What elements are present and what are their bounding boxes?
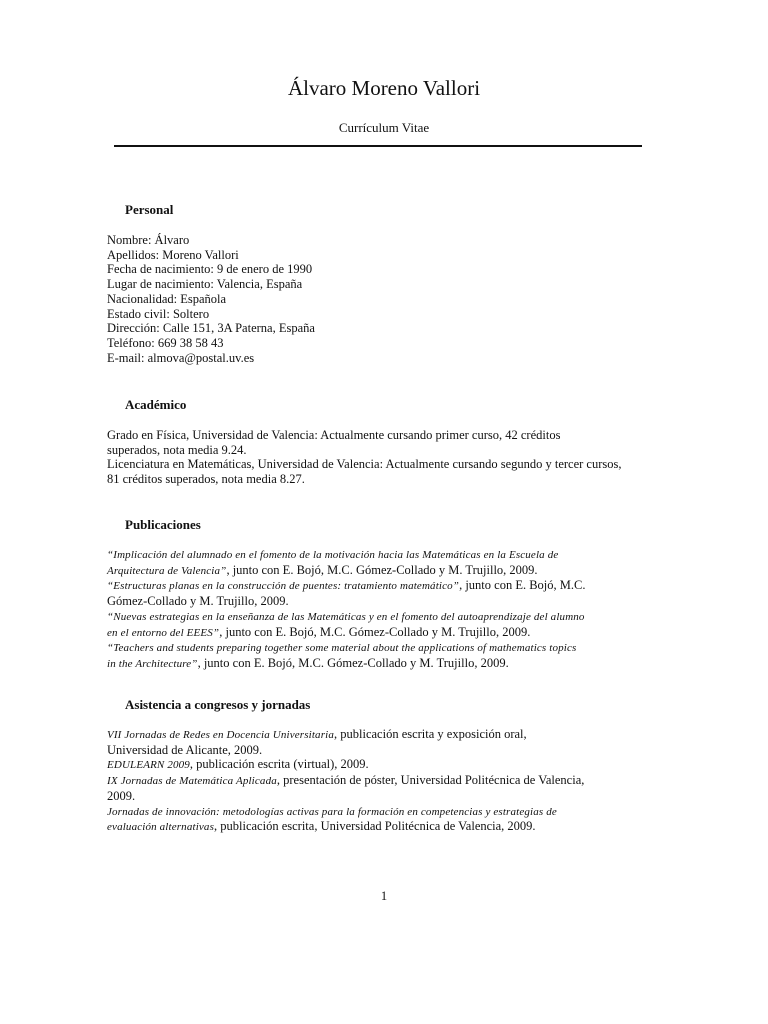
publication-authors: , junto con E. Bojó, M.C. Gómez-Collado y M. Trujillo, 2009.: [197, 655, 509, 670]
publication-title-cont: en el entorno del EEES”: [107, 626, 220, 639]
conference-detail-cont: Universidad de Alicante, 2009.: [107, 742, 263, 757]
academic-line: Licenciatura en Matemáticas, Universidad de Valencia: Actualmente cursando segundo y tercer cursos,: [107, 457, 622, 472]
section-heading-academico: Académico: [125, 397, 187, 412]
conference-name-cont: evaluación alternativas: [107, 821, 215, 834]
section-heading-publicaciones: Publicaciones: [125, 517, 201, 532]
publications-list: [107, 547, 665, 672]
publication-authors: , junto con E. Bojó, M.C.: [459, 578, 586, 593]
conference-item: [107, 727, 665, 757]
publication-item: [107, 640, 665, 671]
section-heading-personal: Personal: [125, 202, 174, 217]
conference-detail-cont: 2009.: [107, 788, 136, 803]
personal-direccion: Dirección: Calle 151, 3A Paterna, España: [107, 321, 315, 336]
academic-line: 81 créditos superados, nota media 8.27.: [107, 472, 305, 487]
conference-detail: , presentación de póster, Universidad Politécnica de Valencia,: [276, 773, 585, 788]
page-number: 1: [380, 889, 388, 903]
publication-title-cont: Arquitectura de Valencia”: [107, 564, 227, 577]
personal-details: [107, 233, 665, 365]
conference-name: IX Jornadas de Matemática Aplicada: [107, 775, 277, 788]
conference-item: [107, 773, 665, 803]
personal-nombre: Nombre: Álvaro: [107, 233, 190, 247]
personal-telefono: Teléfono: 669 38 58 43: [107, 335, 224, 350]
personal-email: E-mail: almova@postal.uv.es: [107, 350, 255, 365]
publication-item: [107, 609, 665, 640]
section-heading-congresos: Asistencia a congresos y jornadas: [125, 697, 311, 712]
publication-title-cont: in the Architecture”: [107, 657, 198, 670]
conference-detail: , publicación escrita y exposición oral,: [334, 727, 527, 741]
personal-apellidos: Apellidos: Moreno Vallori: [107, 247, 239, 262]
publication-title: “Nuevas estrategias en la enseñanza de las Matemáticas y en el fomento del autoaprendizaje del alumno: [107, 610, 585, 623]
personal-nacionalidad: Nacionalidad: Española: [107, 291, 227, 306]
personal-estado-civil: Estado civil: Soltero: [107, 306, 210, 321]
conference-name: EDULEARN 2009: [107, 759, 190, 772]
academic-line: Grado en Física, Universidad de Valencia: Actualmente cursando primer curso, 42 créditos: [107, 428, 561, 442]
academic-line: superados, nota media 9.24.: [107, 442, 247, 457]
conferences-list: [107, 727, 665, 835]
publication-item: [107, 578, 665, 608]
academic-details: [107, 428, 665, 487]
cv-name-title: Álvaro Moreno Vallori: [287, 76, 481, 100]
publication-title: “Teachers and students preparing together some material about the applications of mathematics topics: [107, 642, 577, 655]
conference-name: Jornadas de innovación: metodologías activas para la formación en competencias y estrategias de: [107, 805, 557, 818]
publication-title: “Estructuras planas en la construcción de puentes: tratamiento matemático”: [107, 580, 460, 593]
conference-detail: , publicación escrita (virtual), 2009.: [189, 757, 369, 772]
publication-item: [107, 547, 665, 578]
personal-lugar-nacimiento: Lugar de nacimiento: Valencia, España: [107, 277, 303, 292]
cv-subtitle: Currículum Vitae: [338, 120, 430, 135]
title-rule: [114, 145, 642, 147]
conference-name: VII Jornadas de Redes en Docencia Universitaria: [107, 729, 334, 741]
publication-authors: , junto con E. Bojó, M.C. Gómez-Collado y M. Trujillo, 2009.: [219, 624, 531, 639]
publication-authors-cont: Gómez-Collado y M. Trujillo, 2009.: [107, 594, 289, 609]
conference-item: [107, 804, 665, 835]
publication-title: “Implicación del alumnado en el fomento de la motivación hacia las Matemáticas en la Escuela de: [107, 549, 559, 561]
conference-item: [107, 757, 665, 773]
publication-authors: , junto con E. Bojó, M.C. Gómez-Collado y M. Trujillo, 2009.: [226, 562, 538, 577]
conference-detail: , publicación escrita, Universidad Politécnica de Valencia, 2009.: [214, 819, 536, 834]
personal-fecha-nacimiento: Fecha de nacimiento: 9 de enero de 1990: [107, 262, 313, 277]
